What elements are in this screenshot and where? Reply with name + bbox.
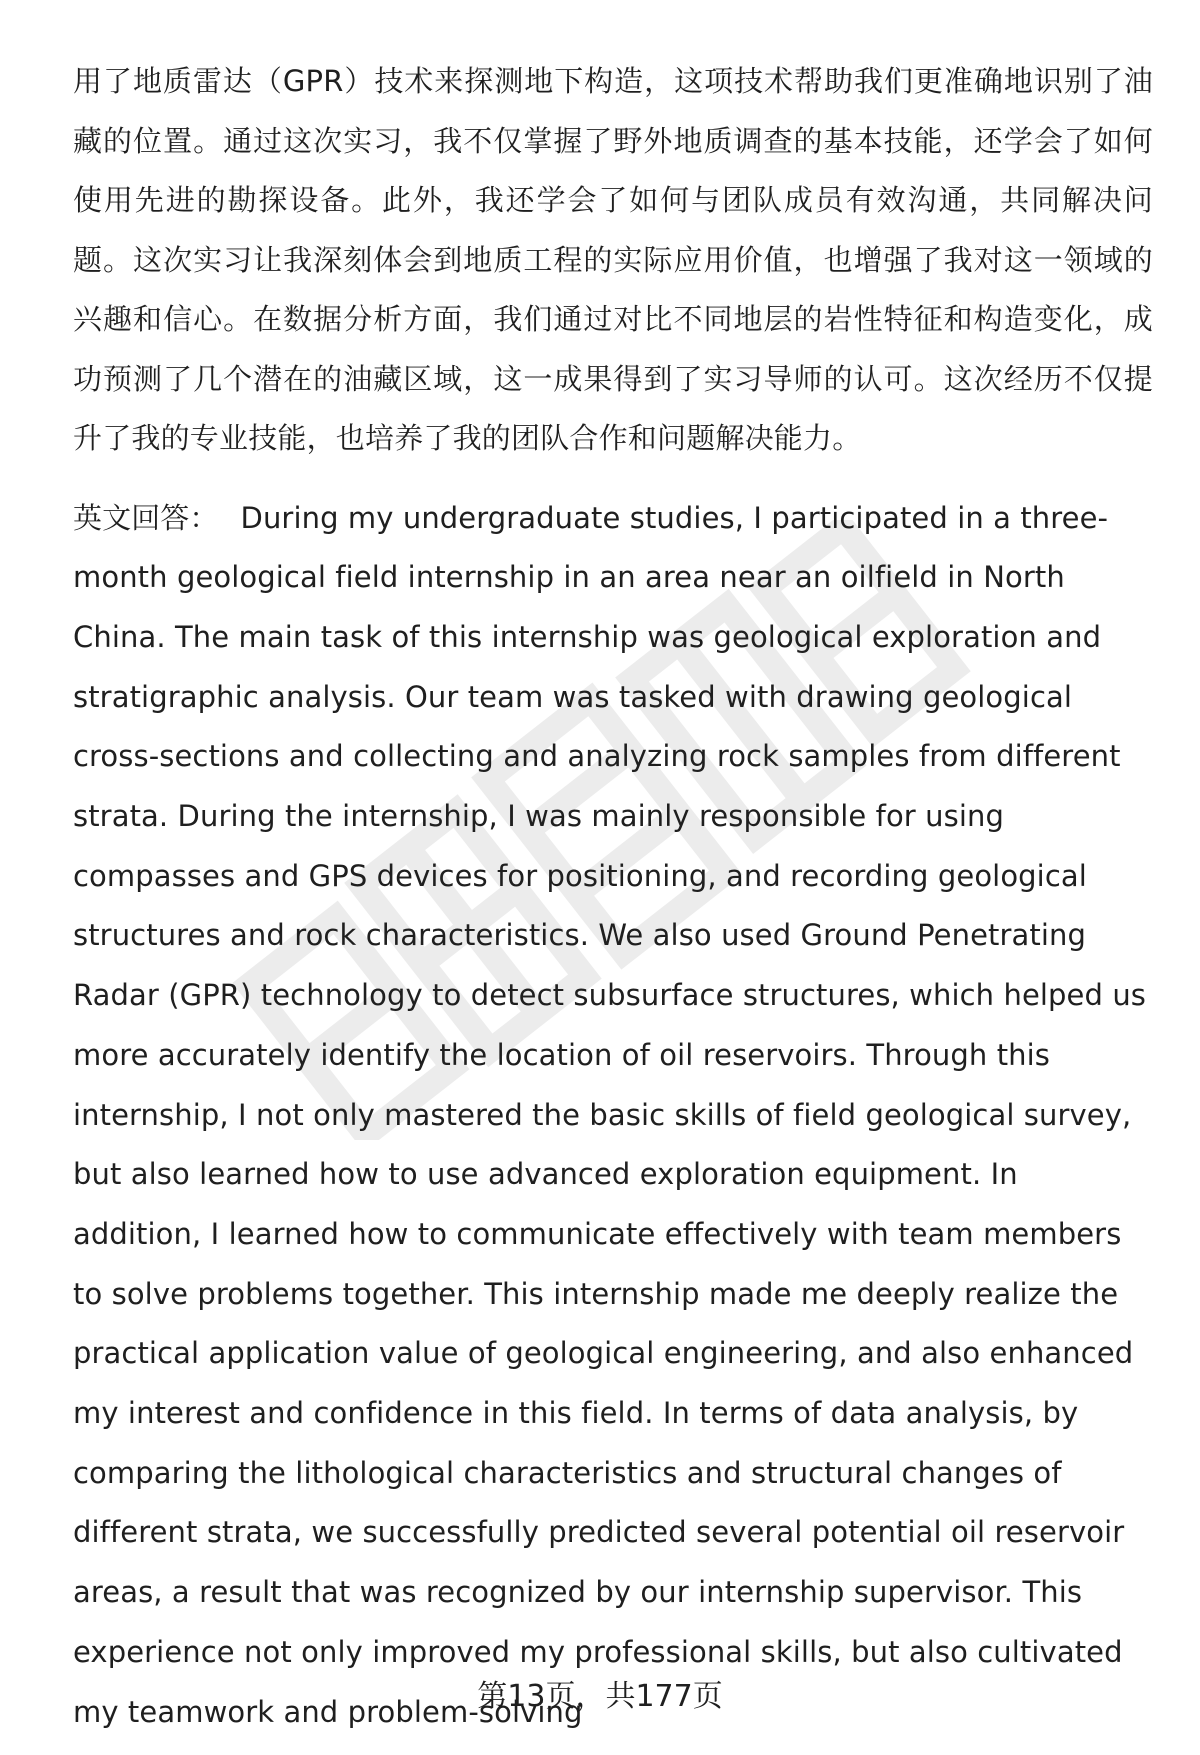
chinese-answer-paragraph: 用了地质雷达（GPR）技术来探测地下构造，这项技术帮助我们更准确地识别了油藏的位置。通过这次实习，我不仅掌握了野外地质调查的基本技能，还学会了如何使用先进的勘探设备。此外，我还学会了如何与团队成员有效沟通，共同解决问题。这次实习让我深刻体会到地质工程的实际应用价值，也增强了我对这一领域的兴趣和信心。在数据分析方面，我们通过对比不同地层的岩性特征和构造变化，成功预测了几个潜在的油藏区域，这一成果得到了实习导师的认可。这次经历不仅提升了我的专业技能，也培养了我的团队合作和问题解决能力。 (73, 64, 1153, 455)
english-answer-paragraph (73, 489, 1153, 1743)
page-number-footer: 第13页，共177页 (477, 1679, 723, 1714)
english-answer-label: 英文回答： (73, 500, 219, 535)
document-body (73, 52, 1153, 1742)
english-answer-text: During my undergraduate studies, I participated in a three-month geological field internship in an area near an oilfield in North China. The main task of this internship was geological exploration and stratigraphic analysis. Our team was tasked with drawing geological cross-sections and collecting and analyzing rock samples from different strata. During the internship, I was mainly responsible for using compasses and GPS devices for positioning, and recording geological structures and rock characteristics. We also used Ground Penetrating Radar (GPR) technology to detect subsurface structures, which helped us more accurately identify the location of oil reservoirs. Through this internship, I not only mastered the basic skills of field geological survey, but also learned how to use advanced exploration equipment. In addition, I learned how to communicate effectively with team members to solve problems together. This internship made me deeply realize the practical application value of geological engineering, and also enhanced my interest and confidence in this field. In terms of data analysis, by comparing the lithological characteristics and structural changes of different strata, we successfully predicted several potential oil reservoir areas, a result that was recognized by our internship supervisor. This experience not only improved my professional skills, but also cultivated my teamwork and problem-solving (73, 500, 1147, 1729)
